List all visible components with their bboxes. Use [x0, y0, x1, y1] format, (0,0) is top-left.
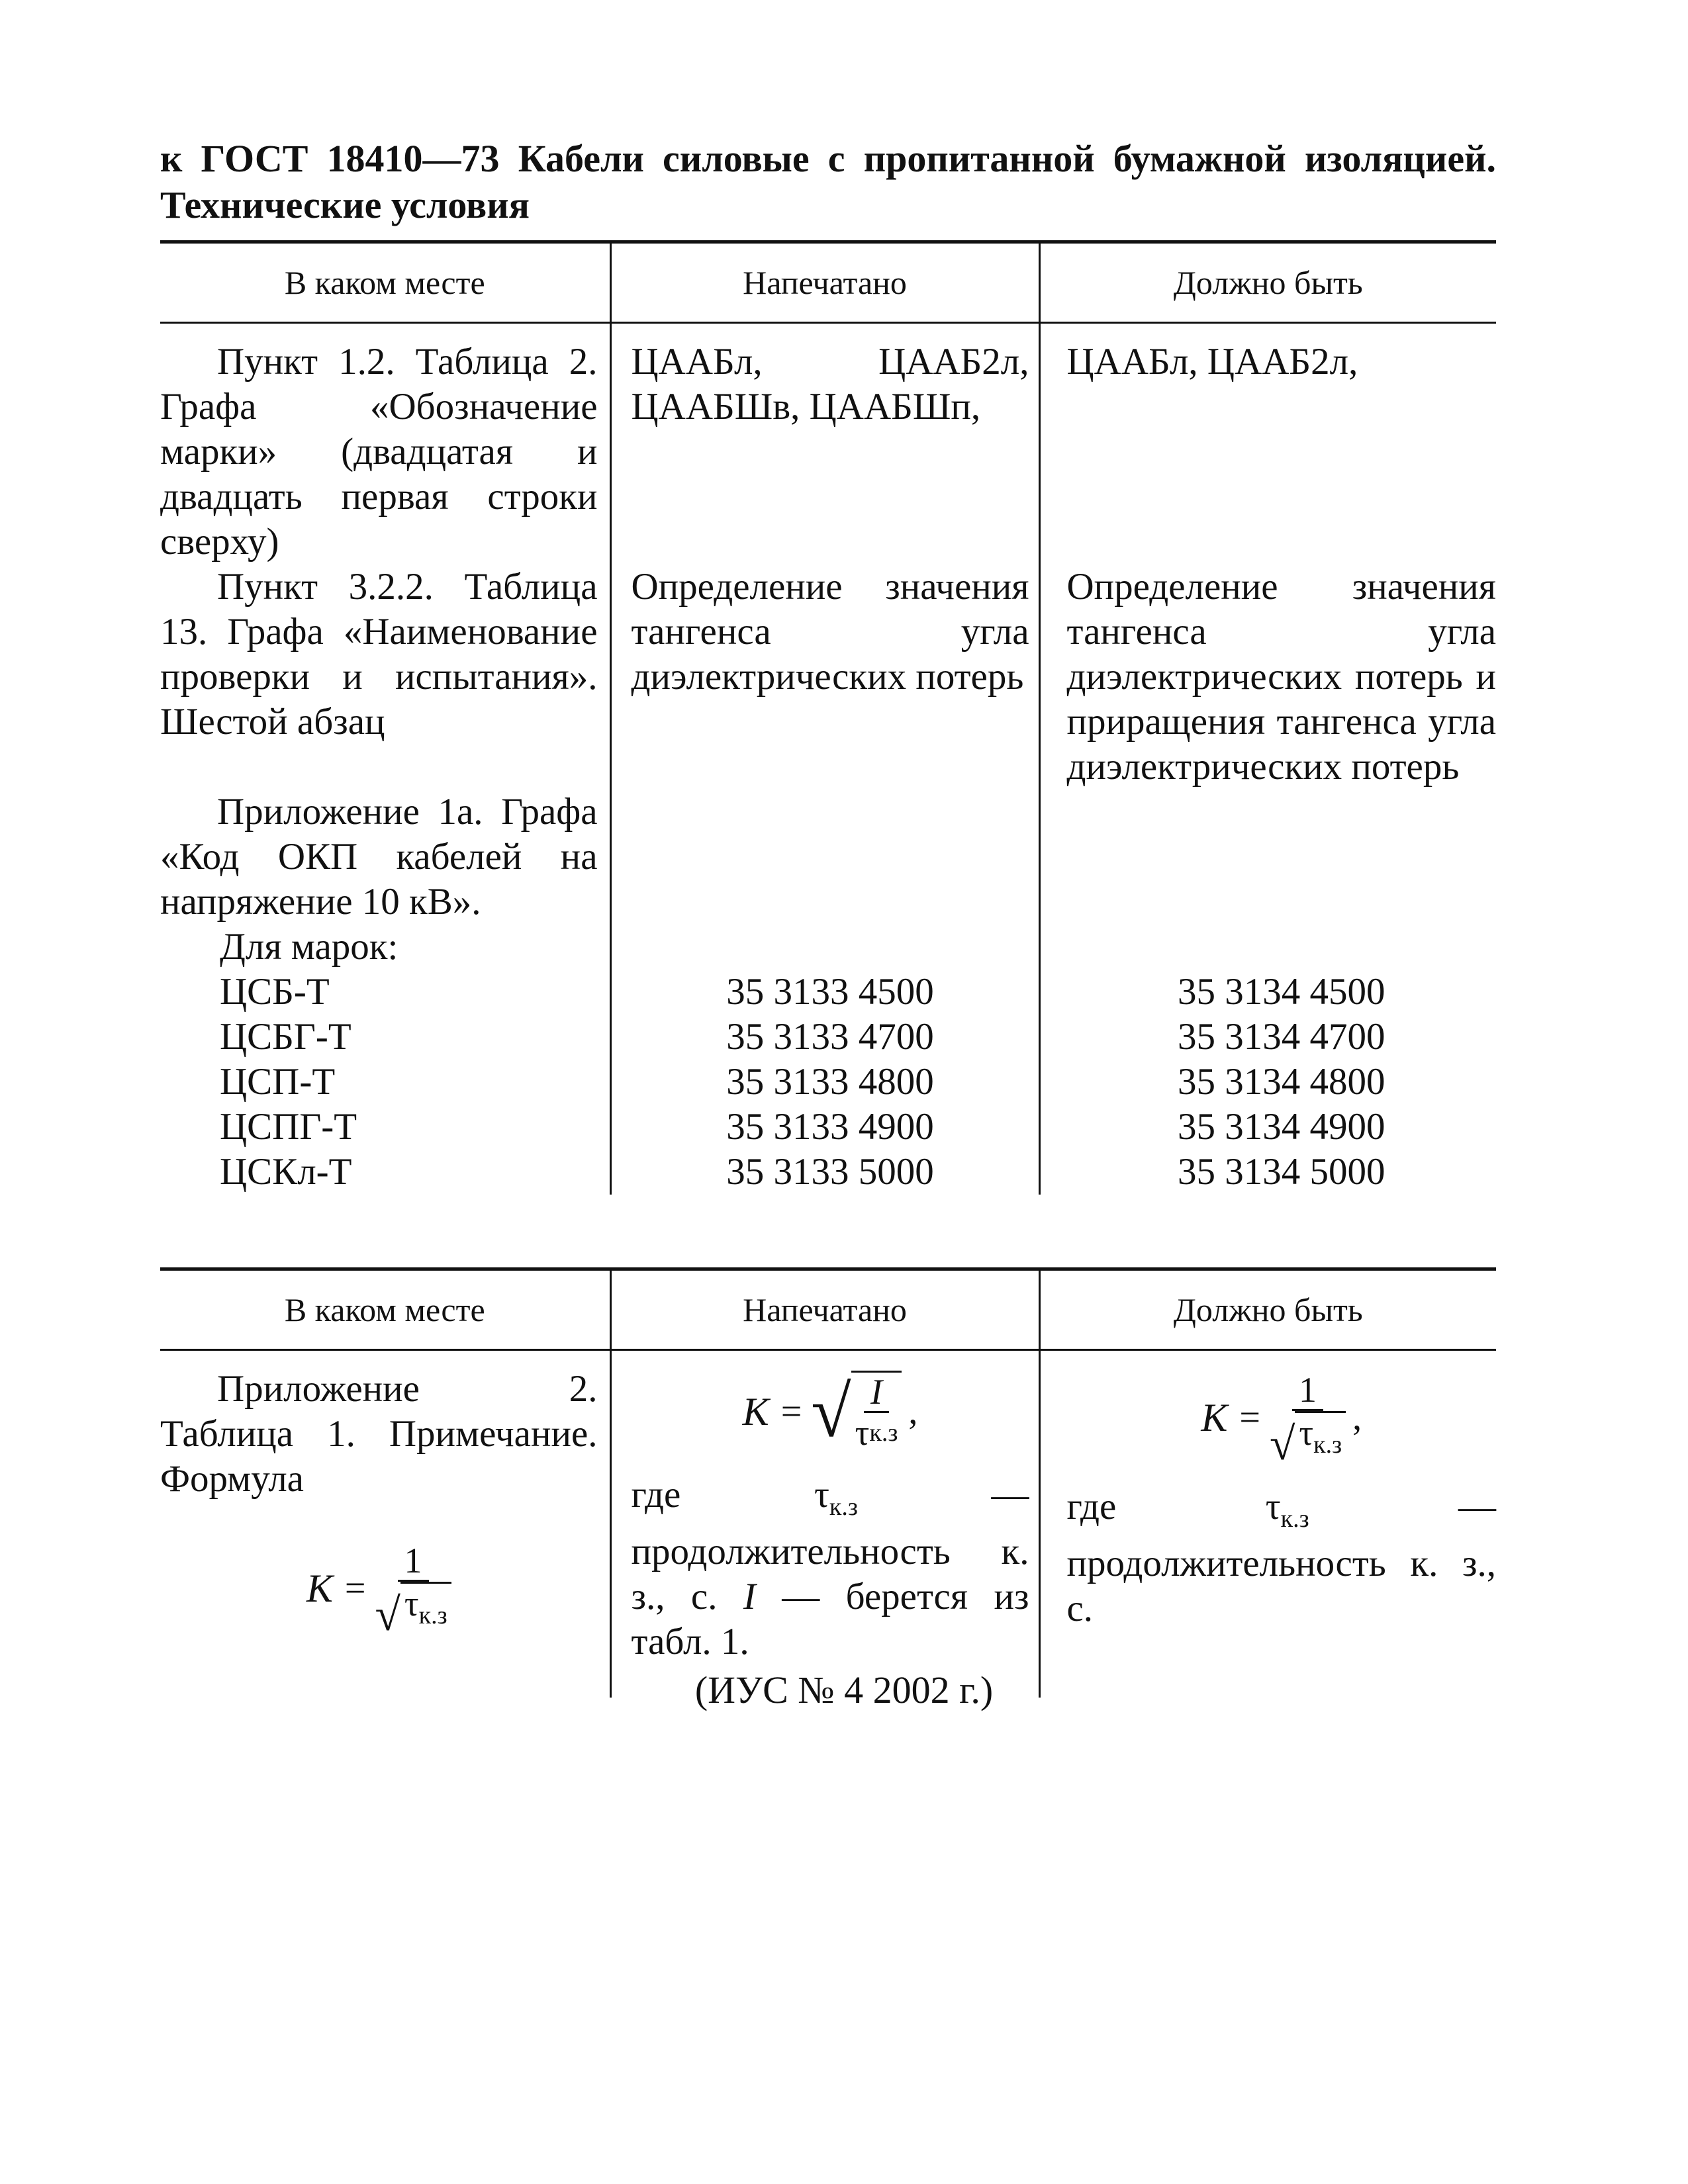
- t2-printed-cell: [610, 1350, 1039, 1698]
- footer-ius-reference: (ИУС № 4 2002 г.): [694, 1668, 994, 1711]
- printed-code: 35 3133 4500: [726, 971, 934, 1013]
- mark-item: ЦСПГ-Т: [220, 1106, 357, 1148]
- row3-for-marks: Для марок:: [220, 926, 399, 968]
- row2-place: Пункт 3.2.2. Таблица 13. Графа «Наименование проверки и испытания». Шестой абзац: [160, 566, 598, 743]
- where-text: где τ: [1066, 1486, 1281, 1527]
- formula-numerator: 1: [398, 1541, 429, 1582]
- t2-place-cell: [160, 1350, 610, 1698]
- formula-fraction: [851, 1371, 902, 1453]
- formula-denominator: [1270, 1411, 1346, 1470]
- where-italic-i: I: [743, 1576, 756, 1617]
- header-printed: Напечатано: [610, 1269, 1039, 1350]
- errata-table-1: [160, 240, 1496, 1195]
- should-code: 35 3134 5000: [1178, 1151, 1385, 1193]
- formula-numerator: I: [864, 1373, 889, 1413]
- table-row: [160, 323, 1496, 565]
- row2-should-be: Определение значения тангенса угла диэлектрических потерь и приращения тангенса угла диэлектрических потерь: [1039, 565, 1496, 790]
- formula-should-be: [1067, 1370, 1497, 1470]
- formula-correct-left: [160, 1541, 598, 1641]
- row1-should-be: ЦААБл, ЦААБ2л,: [1039, 323, 1496, 565]
- t2-should-cell: [1039, 1350, 1496, 1698]
- formula-k: K: [742, 1390, 769, 1433]
- row3-should-cell: [1039, 790, 1496, 1195]
- sqrt-icon: √: [811, 1371, 851, 1452]
- where-subscript: к.з: [829, 1493, 858, 1521]
- table-row: [160, 565, 1496, 790]
- printed-code: 35 3133 4900: [726, 1106, 934, 1148]
- formula-denominator: [375, 1582, 451, 1641]
- table-header-row: [160, 242, 1496, 323]
- printed-code: 35 3133 4800: [726, 1061, 934, 1103]
- printed-where-text: [632, 1473, 1029, 1664]
- tau-symbol: τ: [1299, 1413, 1314, 1453]
- table-row: [160, 1350, 1496, 1698]
- should-code: 35 3134 4700: [1178, 1016, 1385, 1058]
- formula-printed: [632, 1371, 1029, 1453]
- formula-eq: =: [1239, 1397, 1260, 1438]
- formula-fraction: [375, 1541, 451, 1641]
- table-header-row: [160, 1269, 1496, 1350]
- printed-code: 35 3133 4700: [726, 1016, 934, 1058]
- formula-k: K: [306, 1567, 333, 1610]
- where-text: — берется из табл. 1.: [631, 1576, 1029, 1662]
- should-where-text: [1067, 1484, 1497, 1631]
- header-printed: Напечатано: [610, 242, 1039, 323]
- should-code: 35 3134 4900: [1178, 1106, 1385, 1148]
- where-subscript: к.з: [1280, 1505, 1309, 1533]
- where-text: где τ: [631, 1474, 829, 1516]
- tau-subscript: к.з: [1313, 1431, 1342, 1459]
- mark-item: ЦСП-Т: [220, 1061, 336, 1103]
- tau-symbol: τ: [404, 1584, 419, 1623]
- row3-place: Приложение 1а. Графа «Код ОКП кабелей на напряжение 10 кВ».: [160, 791, 598, 923]
- table-row: [160, 790, 1496, 1195]
- document-page: [160, 136, 1496, 1698]
- radical-body: [1295, 1411, 1346, 1465]
- printed-code: 35 3133 5000: [726, 1151, 934, 1193]
- mark-item: ЦСКл-Т: [220, 1151, 352, 1193]
- row1-place: Пункт 1.2. Таблица 2. Графа «Обозначение марки» (двадцатая и двадцать первая строки сверху): [160, 341, 598, 563]
- row1-printed: ЦААБл, ЦААБ2л, ЦААБШв, ЦААБШп,: [610, 323, 1039, 565]
- errata-table-2: [160, 1267, 1496, 1698]
- mark-item: ЦСБ-Т: [220, 971, 330, 1013]
- document-title: к ГОСТ 18410—73 Кабели силовые с пропитанной бумажной изоляцией. Технические условия: [160, 137, 1496, 226]
- row3-printed-cell: [610, 790, 1039, 1195]
- should-code: 35 3134 4500: [1178, 971, 1385, 1013]
- sqrt-icon: √: [1270, 1419, 1295, 1470]
- mark-item: ЦСБГ-Т: [220, 1016, 352, 1058]
- formula-eq: =: [780, 1391, 802, 1432]
- row3-place-cell: [160, 790, 610, 1195]
- header-place: В каком месте: [160, 1269, 610, 1350]
- formula-comma: ,: [1352, 1397, 1362, 1438]
- tau-symbol: τ: [855, 1413, 870, 1453]
- should-code: 35 3134 4800: [1178, 1061, 1385, 1103]
- header-place: В каком месте: [160, 242, 610, 323]
- header-should-be: Должно быть: [1039, 1269, 1496, 1350]
- formula-comma: ,: [908, 1391, 918, 1432]
- t2-place: Приложение 2. Таблица 1. Примечание. Формула: [160, 1368, 598, 1500]
- tau-subscript: к.з: [869, 1419, 898, 1447]
- formula-k: K: [1201, 1396, 1228, 1439]
- formula-numerator: 1: [1292, 1371, 1323, 1411]
- radical-body: [400, 1582, 451, 1635]
- row2-printed: Определение значения тангенса угла диэлектрических потерь: [610, 565, 1039, 790]
- sqrt-icon: √: [375, 1590, 400, 1641]
- formula-denominator: [855, 1413, 898, 1453]
- formula-eq: =: [344, 1568, 366, 1609]
- where-text: — продолжительность к. з., с.: [631, 1474, 1029, 1617]
- where-text: — продолжительность к. з., с.: [1066, 1486, 1497, 1629]
- tau-subscript: к.з: [418, 1602, 447, 1629]
- formula-fraction: [1270, 1370, 1346, 1470]
- header-should-be: Должно быть: [1039, 242, 1496, 323]
